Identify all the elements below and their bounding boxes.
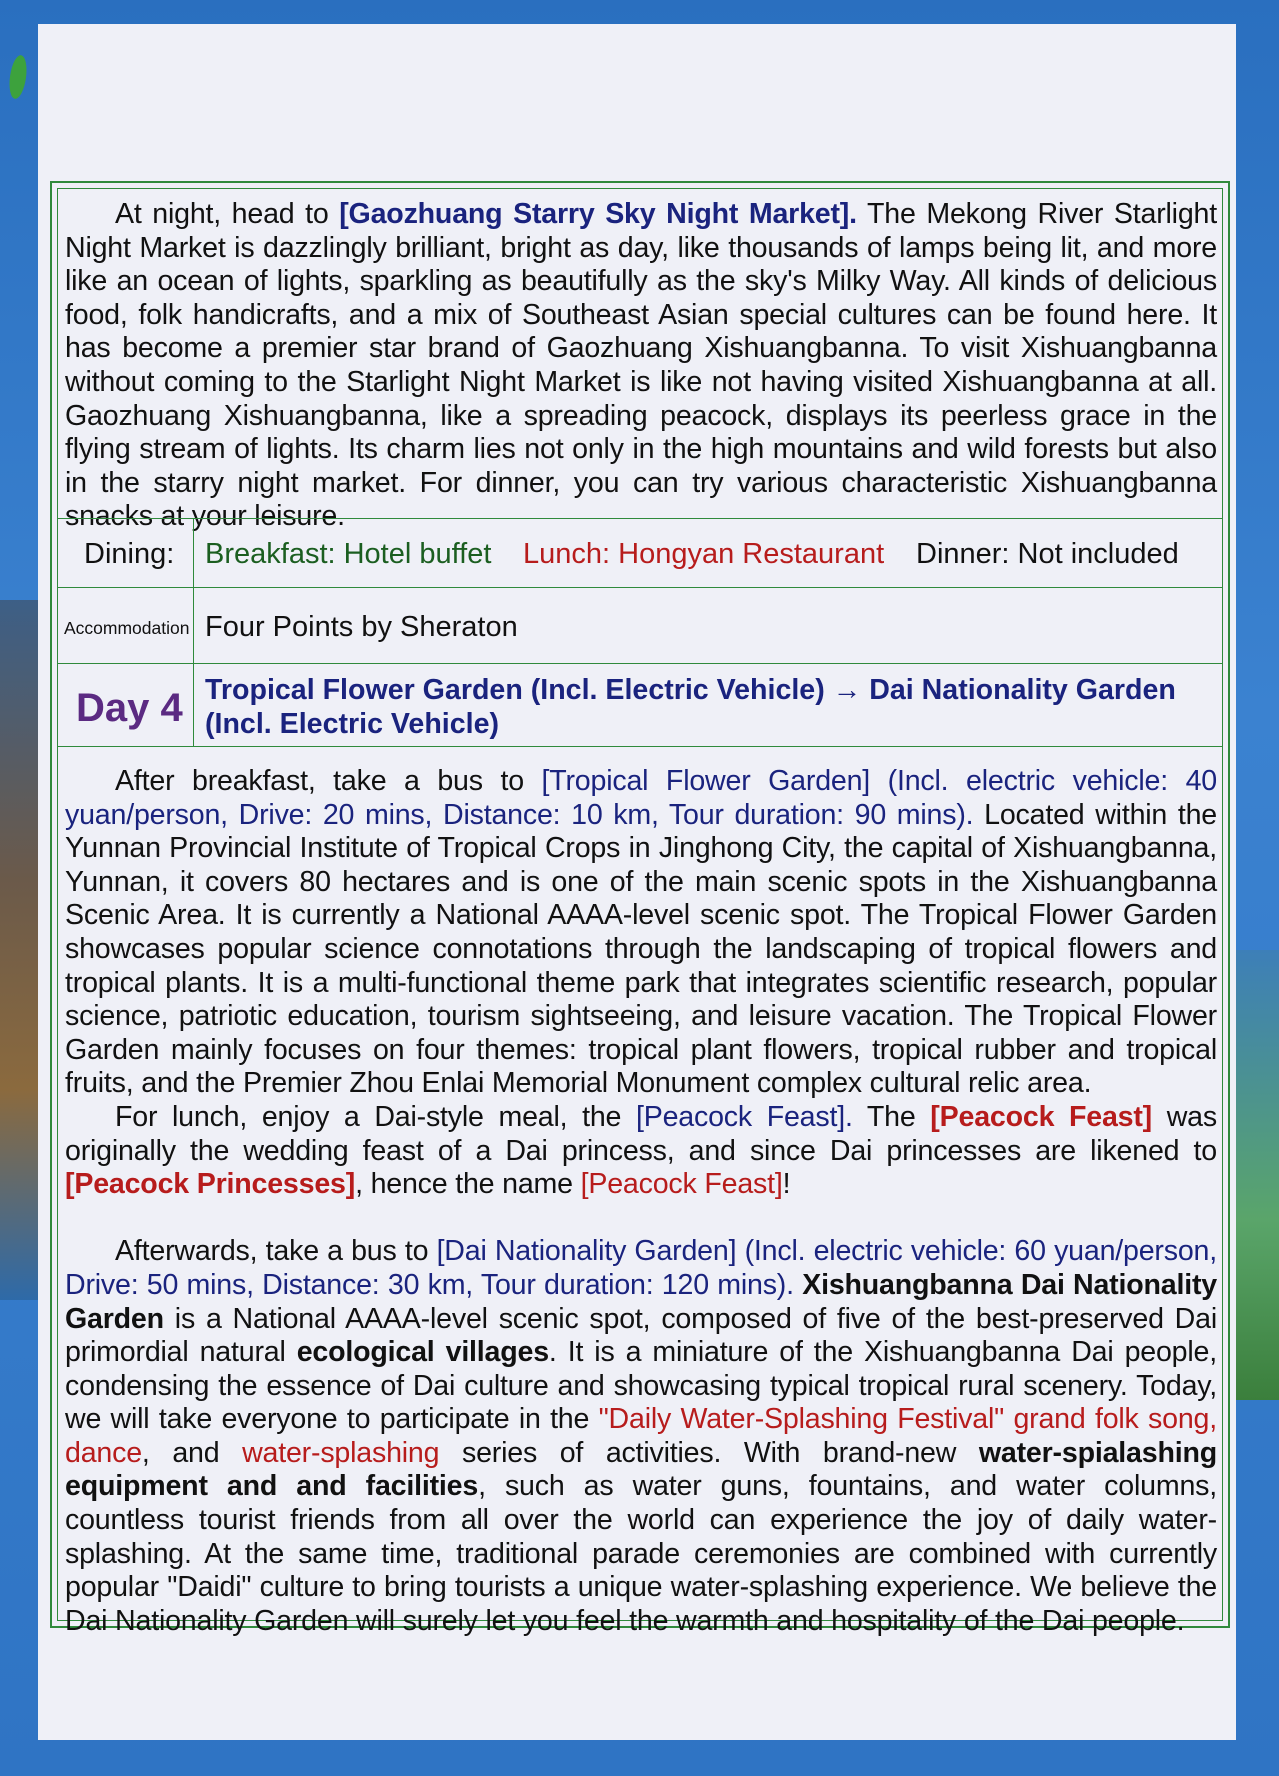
accommodation-label: Accommodation (64, 618, 190, 638)
text-run: After breakfast, take a bus to (115, 765, 542, 797)
dai-garden-paragraph (65, 1235, 1217, 1638)
text-run (794, 1269, 802, 1301)
table-divider (57, 663, 1223, 664)
text-run: The (852, 1100, 931, 1133)
flower-garden-paragraph (65, 765, 1217, 1101)
text-run: The Mekong River Starlight Night Market is dazzlingly brilliant, bright as day, like thousands of lamps being lit, and more like an ocean of lights, sparkling as beautifully as the sky's Milky Way. All kinds of delicious food, folk handicrafts, and a mix of Southeast Asian special cultures can be found here. It has become a premier star brand of Gaozhuang Xishuangbanna. To visit Xishuangbanna without coming to the Starlight Night Market is like not having visited Xishuangbanna at all. Gaozhuang Xishuangbanna, like a spreading peacock, displays its peerless grace in the flying stream of lights. Its charm lies not only in the high mountains and wild forests but also in the starry night market. For dinner, you can try various characteristic Xishuangbanna snacks at your leisure. (65, 198, 1217, 533)
dining-breakfast: Breakfast: Hotel buffet (205, 538, 492, 570)
peacock-feast-paragraph (65, 1101, 1217, 1202)
dining-dinner: Dinner: Not included (916, 538, 1179, 570)
dai-garden-highlight: [Dai Nationality Garden] (Incl. electric vehicle: 60 yuan/person, Drive: 50 mins, Distance: 30 km, Tour duration: 120 mins). (65, 1235, 1217, 1301)
leaf-decoration (7, 54, 29, 100)
table-divider (57, 587, 1223, 588)
day-label: Day 4 (76, 686, 183, 730)
background-trees-right (1234, 950, 1279, 1400)
background-building-left (0, 600, 40, 1300)
night-market-highlight: [Gaozhuang Starry Sky Night Market]. (339, 198, 857, 230)
dining-label: Dining: (84, 538, 175, 570)
text-run: , hence the name (355, 1168, 581, 1201)
peacock-feast-highlight: [Peacock Feast] (580, 1168, 783, 1201)
water-splashing-highlight: water-splashing (242, 1436, 440, 1469)
peacock-princesses-highlight: [Peacock Princesses] (65, 1168, 356, 1201)
text-run: Located within the Yunnan Provincial Institute of Tropical Crops in Jinghong City, the capital of Xishuangbanna, Yunnan, it covers 80 hectares and is one of the main scenic spots in the Xishuangbanna Scenic Area. It is currently a National AAAA-level scenic spot. The Tropical Flower Garden showcases popular science connotations through the landscaping of tropical flowers and tropical plants. It is a multi-functional theme park that integrates scientific research, popular science, patriotic education, tourism sightseeing, and leisure vacation. The Tropical Flower Garden mainly focuses on four themes: tropical plant flowers, tropical rubber and tropical fruits, and the Premier Zhou Enlai Memorial Monument complex cultural relic area. (65, 798, 1217, 1100)
accommodation-value: Four Points by Sheraton (205, 611, 518, 643)
text-run: is a National AAAA-level scenic spot, composed of five of the best-preserved Dai primordial natural (65, 1302, 1217, 1369)
text-run: was originally the wedding feast of a Dai princess, and since Dai princesses are likened to (65, 1100, 1217, 1167)
text-run: For lunch, enjoy a Dai-style meal, the (115, 1100, 636, 1133)
ecological-villages-bold: ecological villages (296, 1336, 549, 1369)
night-market-section (65, 198, 1217, 534)
equipment-bold: water-spialashing equipment and and facilities (65, 1436, 1217, 1503)
peacock-feast-highlight: [Peacock Feast] (930, 1100, 1153, 1133)
water-festival-highlight: "Daily Water-Splashing Festival" grand folk song, dance (65, 1403, 1217, 1469)
text-run: series of activities. With brand-new (439, 1436, 979, 1469)
blank-line (65, 1202, 1217, 1236)
text-run: At night, head to (115, 198, 340, 230)
night-market-paragraph (65, 198, 1217, 534)
text-run: , such as water guns, fountains, and water columns, countless tourist friends from all over the world can experience the joy of daily water-splashing. At the same time, traditional parade ceremonies are combined with currently popular "Daidi" culture to bring tourists a unique water-splashing experience. We believe the Dai Nationality Garden will surely let you feel the warmth and hospitality of the Dai people. (65, 1470, 1217, 1637)
table-divider (57, 746, 1223, 747)
day-title: Tropical Flower Garden (Incl. Electric Vehicle) → Dai Nationality Garden (Incl. Electric Vehicle) (205, 674, 1176, 740)
text-run: ! (782, 1168, 791, 1201)
dining-lunch: Lunch: Hongyan Restaurant (523, 538, 885, 570)
dai-garden-bold: Xishuangbanna Dai Nationality Garden (65, 1268, 1217, 1335)
text-run: Afterwards, take a bus to (115, 1235, 437, 1268)
table-divider (57, 518, 1223, 519)
day4-content (65, 765, 1217, 1638)
flower-garden-highlight: [Tropical Flower Garden] (Incl. electric vehicle: 40 yuan/person, Drive: 20 mins, Distance: 10 km, Tour duration: 90 mins). (65, 765, 1217, 831)
text-run: . It is a miniature of the Xishuangbanna Dai people, condensing the essence of Dai culture and showcasing typical tropical rural scenery. Today, we will take everyone to participate in the (65, 1336, 1217, 1436)
peacock-feast-highlight: [Peacock Feast]. (635, 1100, 853, 1133)
table-column-divider (193, 519, 194, 747)
text-run: , and (141, 1436, 243, 1469)
